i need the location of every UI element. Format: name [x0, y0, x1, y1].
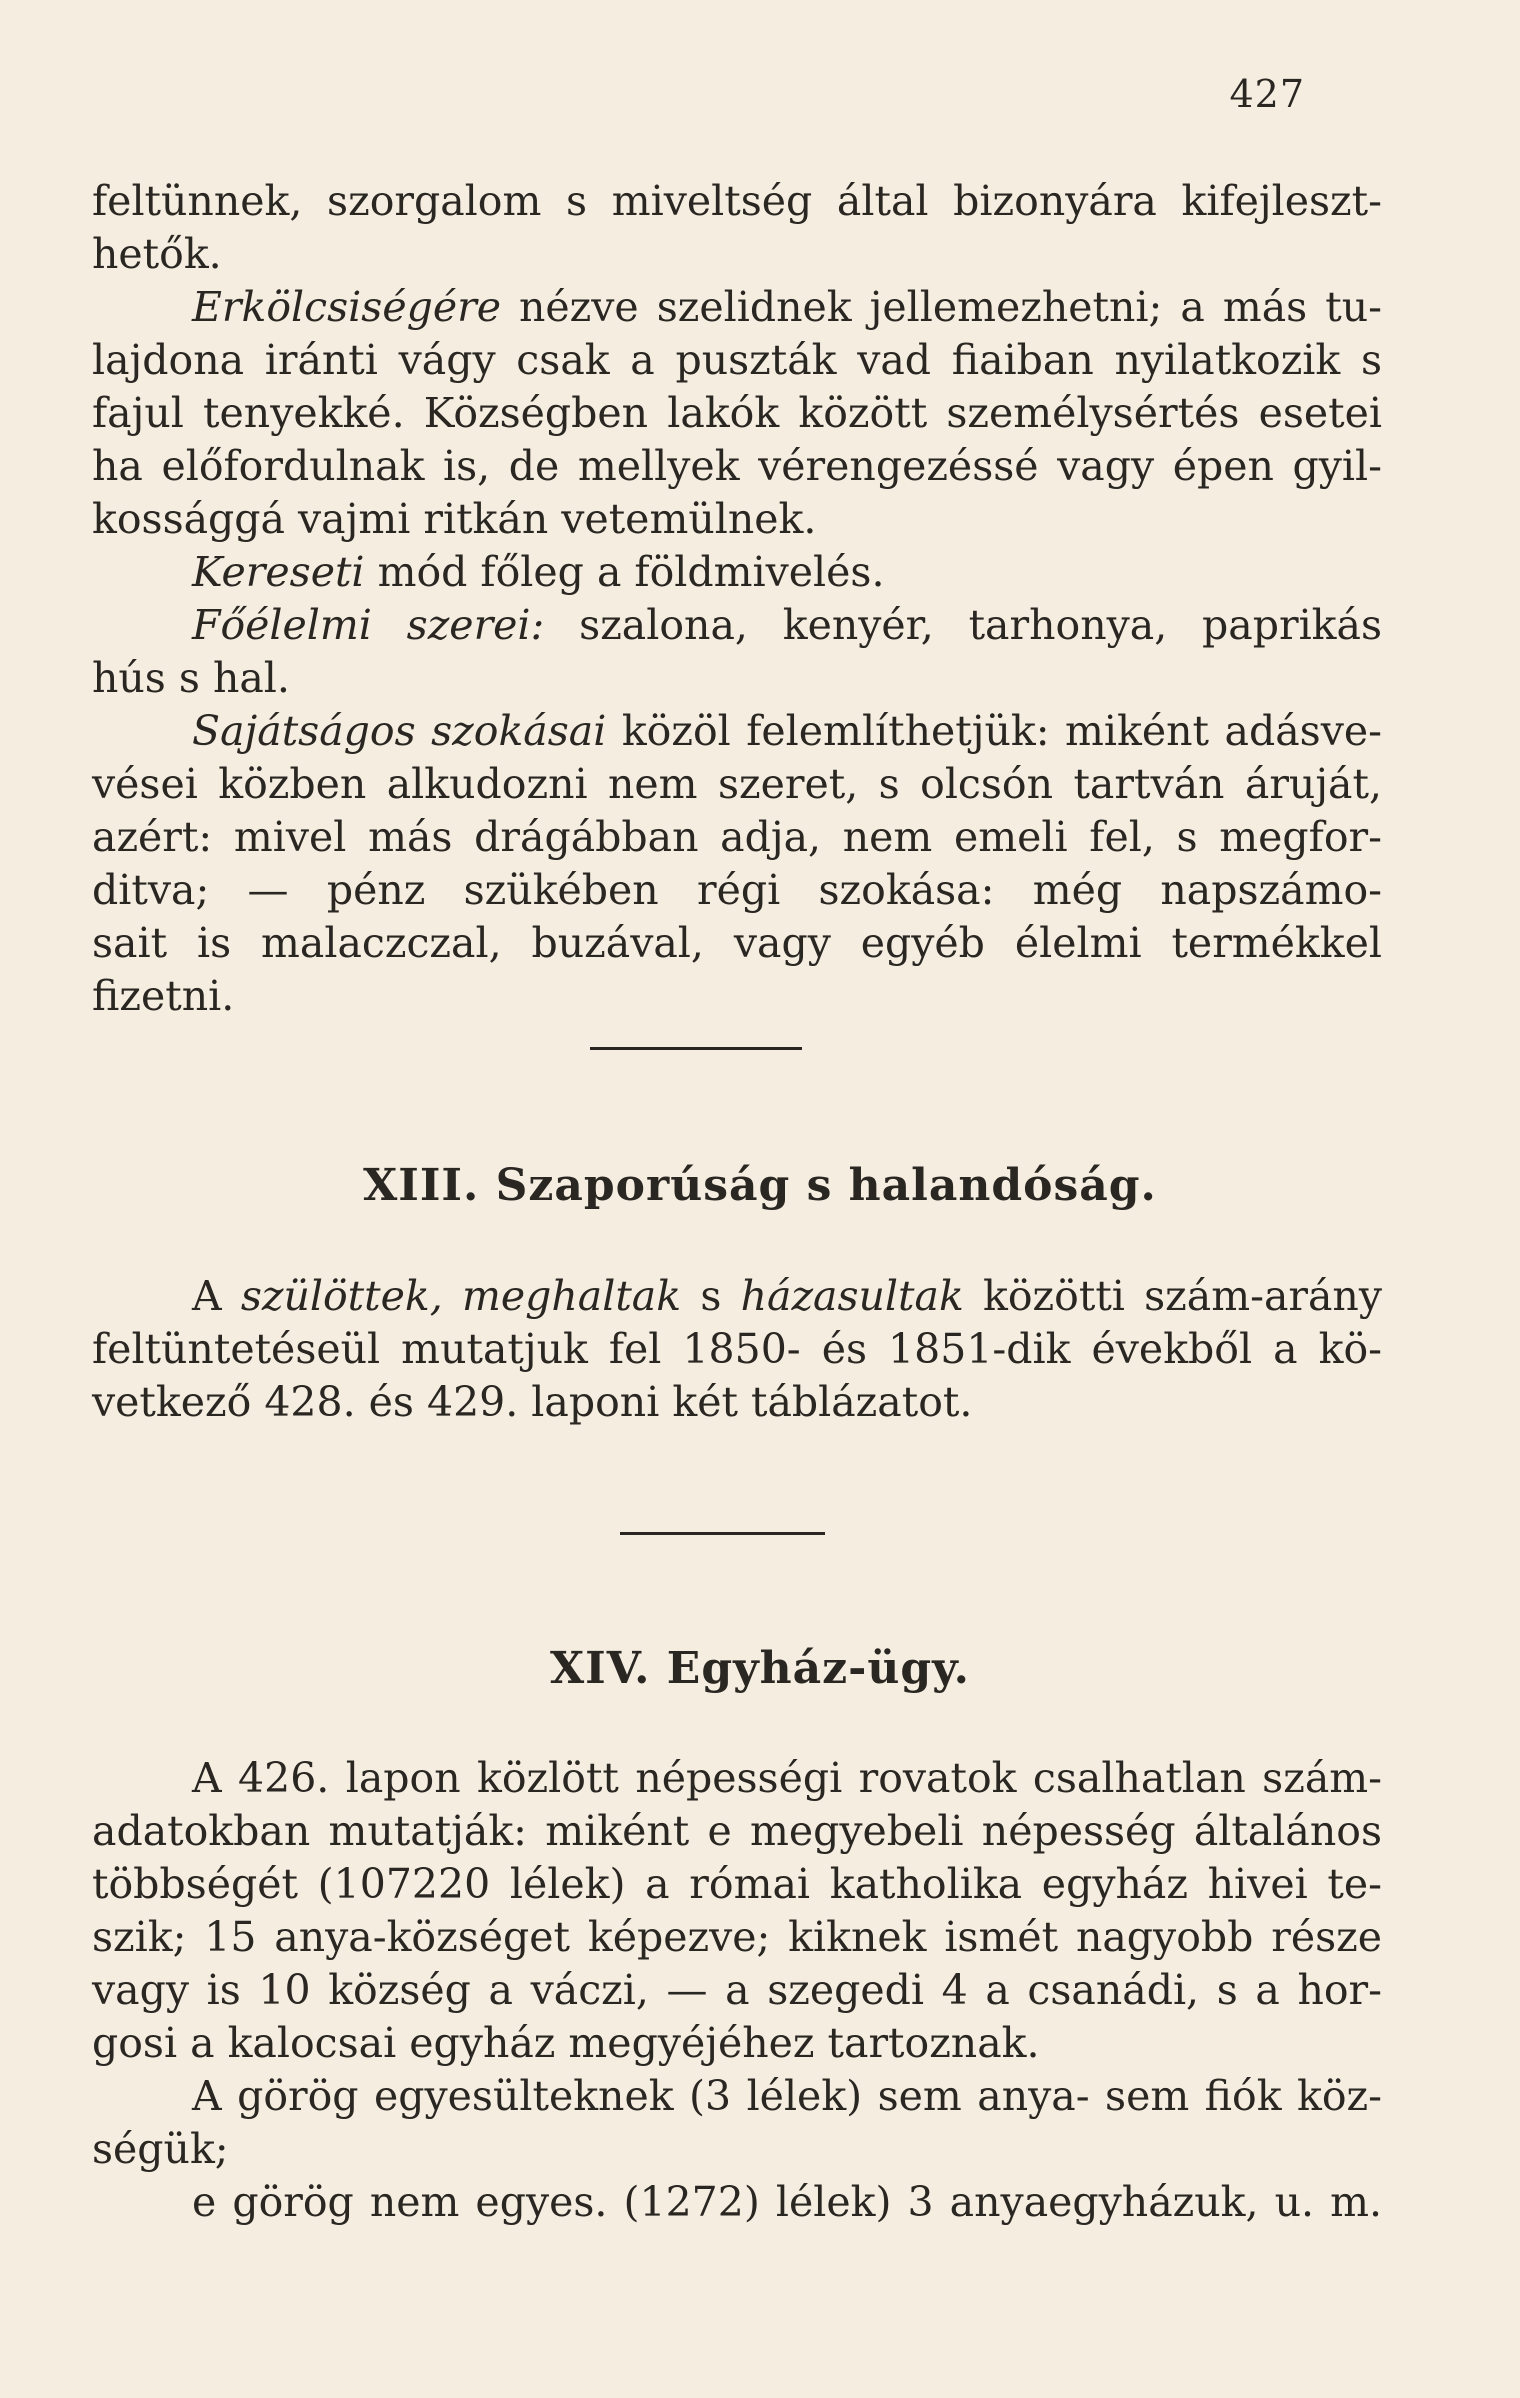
text-run: fajul tenyekké. Községben lakók között személysértés esetei — [92, 389, 1382, 437]
text-run: kossággá vajmi ritkán vetemülnek. — [92, 495, 817, 543]
text-run: A görög egyesülteknek (3 lélek) sem anya- sem fiók köz- — [192, 2072, 1382, 2120]
text-line — [92, 2017, 1382, 2070]
text-line — [92, 281, 1382, 334]
text-run: vetkező 428. és 429. laponi két táblázatot. — [92, 1378, 973, 1426]
paragraphs-xiv — [92, 1752, 1382, 2229]
text-line — [92, 970, 1382, 1023]
text-run: többségét (107220 lélek) a római katholika egyház hivei te- — [92, 1860, 1382, 1908]
text-line — [92, 440, 1382, 493]
italic-term: Erkölcsiségére — [192, 283, 501, 331]
italic-term: Sajátságos szokásai — [192, 707, 607, 755]
text-line — [92, 1270, 1382, 1323]
text-line — [92, 546, 1382, 599]
text-line — [92, 1805, 1382, 1858]
page-number: 427 — [1229, 72, 1305, 116]
text-line — [92, 758, 1382, 811]
text-run: feltüntetéseül mutatjuk fel 1850- és 1851-dik évekből a kö- — [92, 1325, 1382, 1373]
heading-xiii: XIII. Szaporúság s halandóság. — [363, 1160, 1157, 1211]
italic-term: Kereseti — [192, 548, 365, 596]
text-line — [92, 2176, 1382, 2229]
text-run: A 426. lapon közlött népességi rovatok csalhatlan szám- — [192, 1754, 1382, 1802]
text-line — [92, 387, 1382, 440]
text-run: vagy is 10 község a váczi, — a szegedi 4 a csanádi, s a hor- — [92, 1966, 1382, 2014]
text-run: s — [681, 1272, 741, 1320]
text-line — [92, 493, 1382, 546]
text-line — [92, 1376, 1382, 1429]
text-line — [92, 599, 1382, 652]
text-run: A — [192, 1272, 241, 1320]
text-line — [92, 175, 1382, 228]
text-run: ségük; — [92, 2125, 229, 2173]
text-run: szalona, kenyér, tarhonya, paprikás — [544, 601, 1383, 649]
text-run: szik; 15 anya-községet képezve; kiknek ismét nagyobb része — [92, 1913, 1382, 1961]
text-run: lajdona iránti vágy csak a puszták vad fiaiban nyilatkozik s — [92, 336, 1382, 384]
text-run: sait is malaczczal, buzával, vagy egyéb élelmi termékkel — [92, 919, 1382, 967]
section-divider-2 — [620, 1532, 825, 1535]
text-line — [92, 2123, 1382, 2176]
text-line — [92, 652, 1382, 705]
text-run: közöl felemlíthetjük: miként adásve- — [606, 707, 1382, 755]
text-line — [92, 1323, 1382, 1376]
text-line — [92, 917, 1382, 970]
text-run: feltünnek, szorgalom s miveltség által bizonyára kifejleszt- — [92, 177, 1382, 225]
text-line — [92, 1911, 1382, 1964]
section-divider-1 — [590, 1047, 802, 1050]
italic-term: házasultak — [740, 1272, 964, 1320]
text-run: mód főleg a földmivelés. — [364, 548, 885, 596]
text-line — [92, 1858, 1382, 1911]
text-run: közötti szám-arány — [963, 1272, 1382, 1320]
paragraph-xiii — [92, 1270, 1382, 1429]
text-run: hetők. — [92, 230, 222, 278]
text-run: fizetni. — [92, 972, 235, 1020]
text-line — [92, 705, 1382, 758]
text-run: e görög nem egyes. (1272) lélek) 3 anyaegyházuk, u. m. — [192, 2178, 1382, 2226]
text-run: azért: mivel más drágábban adja, nem emeli fel, s megfor- — [92, 813, 1382, 861]
text-run: ha előfordulnak is, de mellyek vérengezéssé vagy épen gyil- — [92, 442, 1382, 490]
italic-term: Főélelmi szerei: — [192, 601, 545, 649]
text-line — [92, 334, 1382, 387]
text-run: adatokban mutatják: miként e megyebeli népesség általános — [92, 1807, 1382, 1855]
paragraphs-top — [92, 175, 1382, 1023]
text-line — [92, 864, 1382, 917]
text-line — [92, 228, 1382, 281]
text-run: hús s hal. — [92, 654, 290, 702]
text-line — [92, 2070, 1382, 2123]
text-run: nézve szelidnek jellemezhetni; a más tu- — [500, 283, 1382, 331]
italic-term: szülöttek, meghaltak — [240, 1272, 682, 1320]
heading-xiv: XIV. Egyház-ügy. — [549, 1643, 970, 1694]
text-line — [92, 1964, 1382, 2017]
text-run: gosi a kalocsai egyház megyéjéhez tartoznak. — [92, 2019, 1040, 2067]
text-run: ditva; — pénz szükében régi szokása: még napszámo- — [92, 866, 1382, 914]
text-run: vései közben alkudozni nem szeret, s olcsón tartván áruját, — [92, 760, 1382, 808]
text-line — [92, 1752, 1382, 1805]
text-line — [92, 811, 1382, 864]
